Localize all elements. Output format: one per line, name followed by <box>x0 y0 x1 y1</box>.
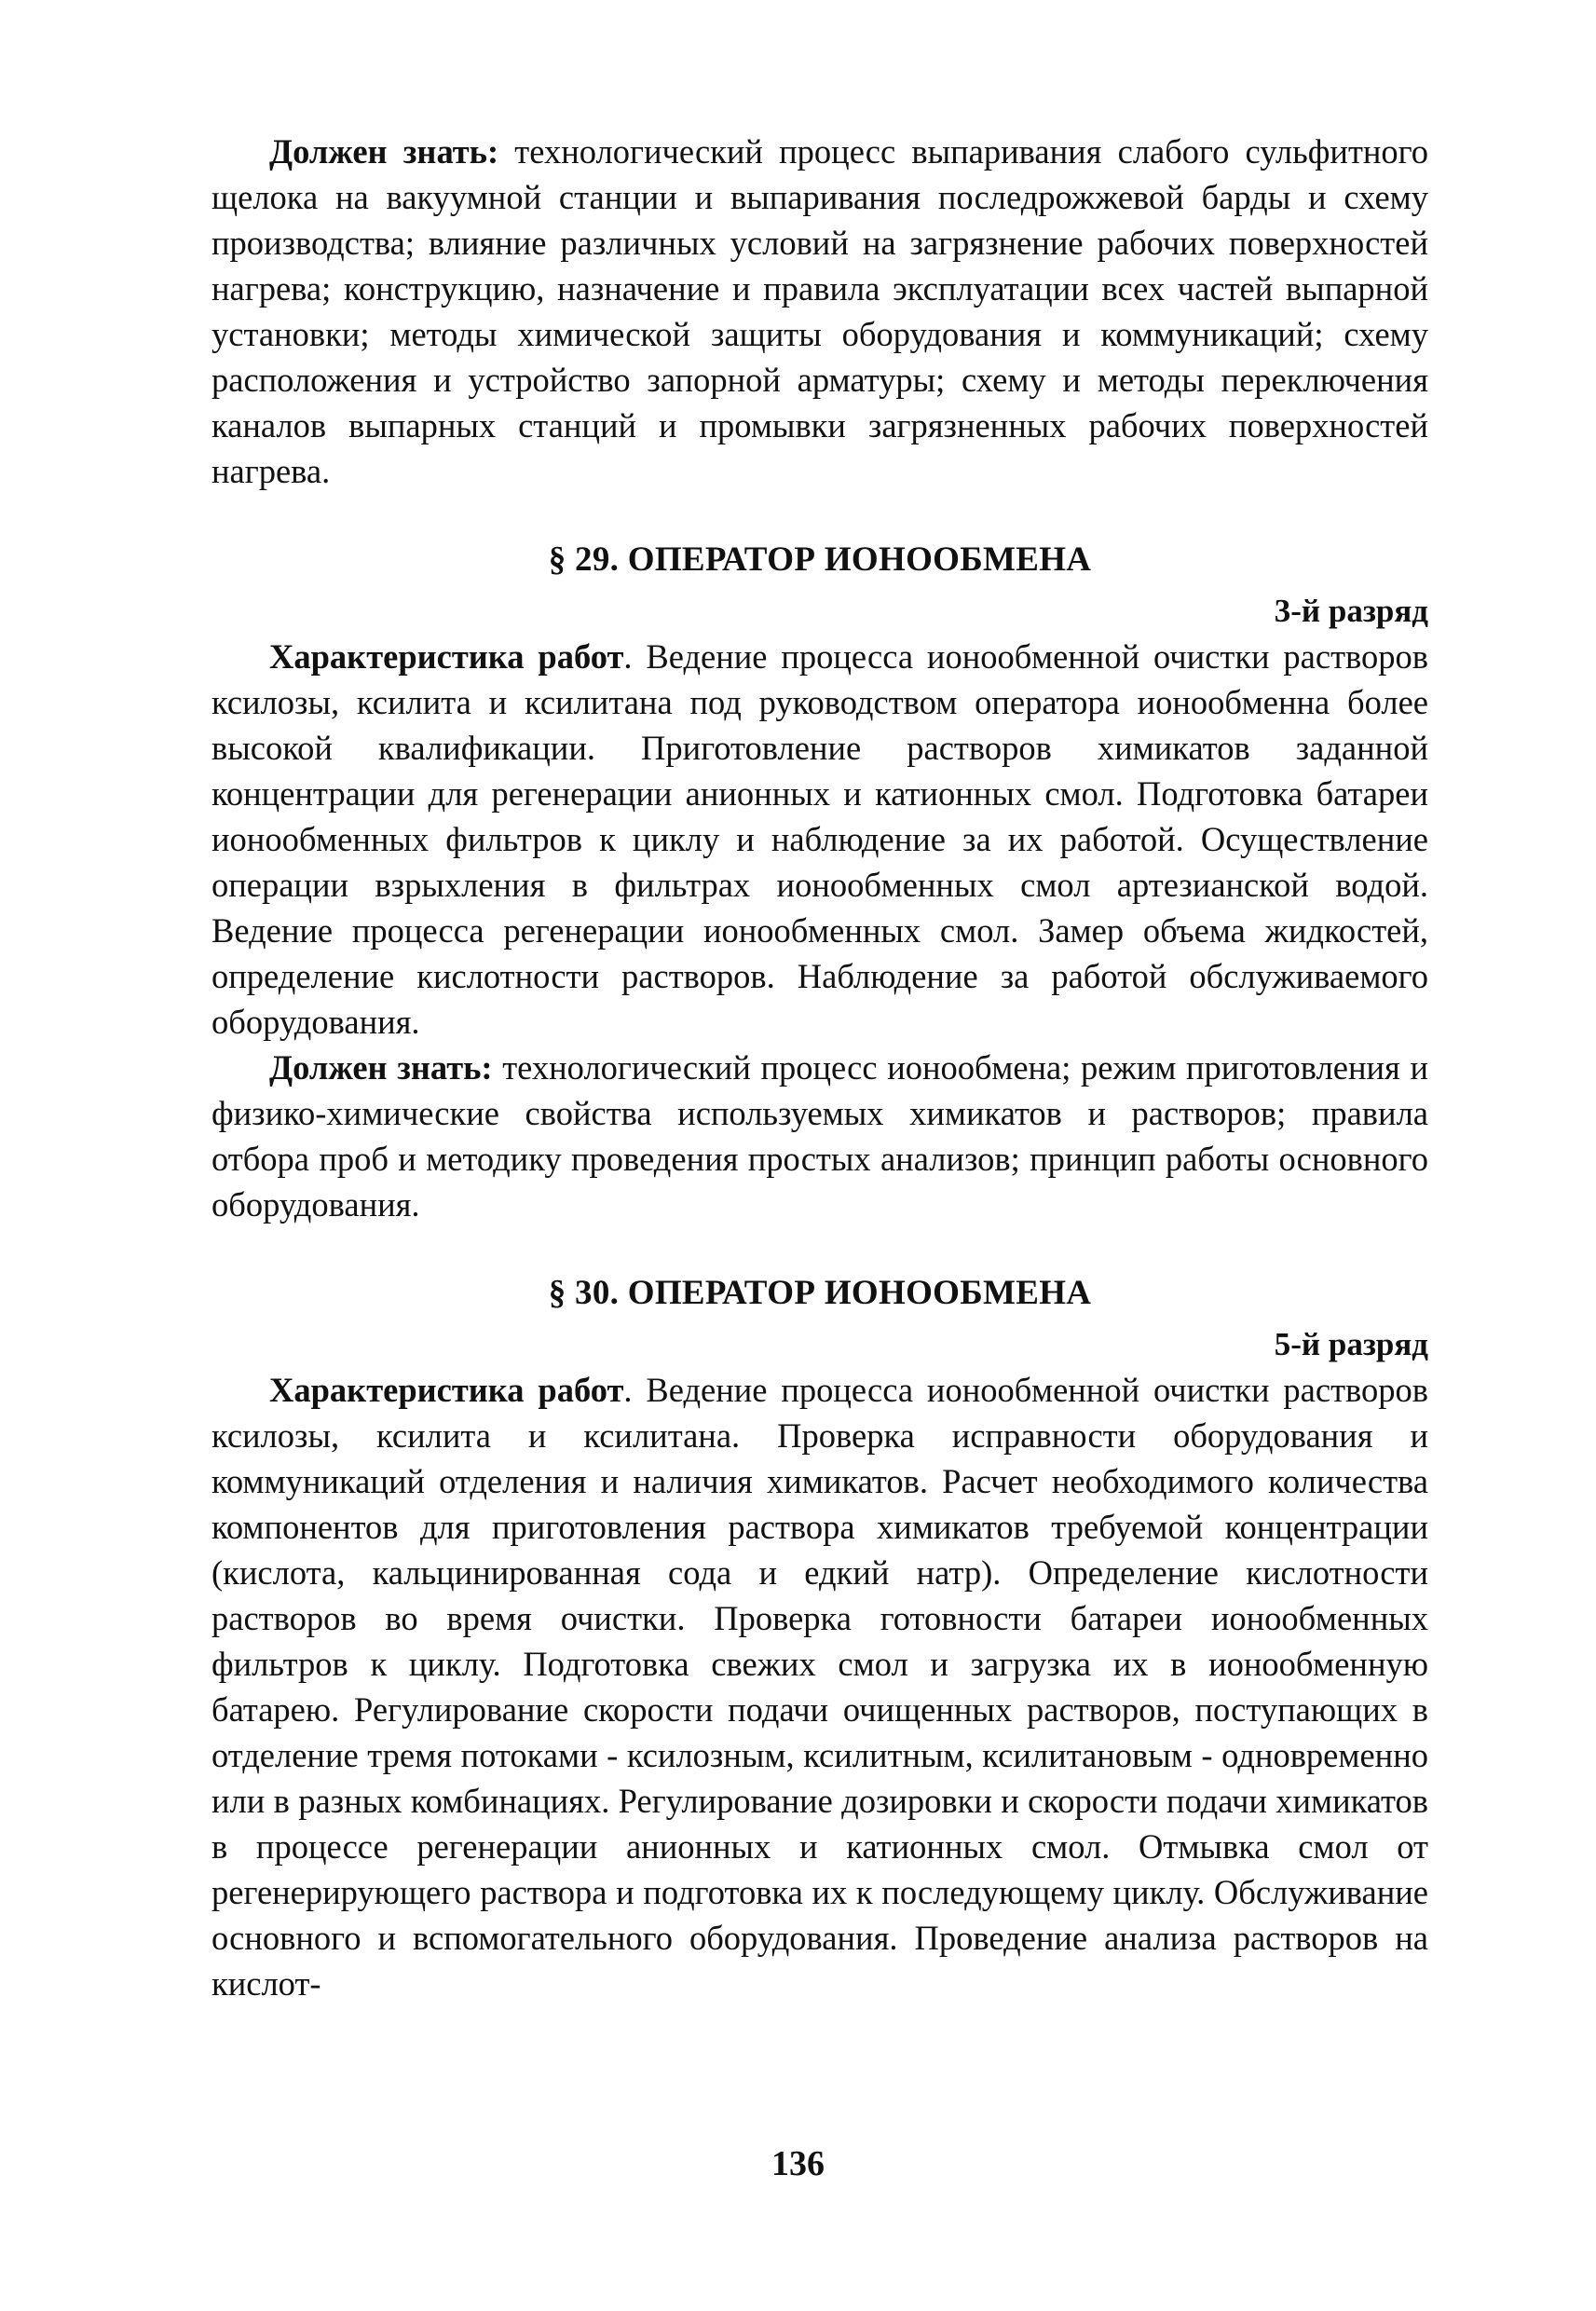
section-29-knowledge-lead: Должен знать: <box>269 1048 493 1087</box>
page-number: 136 <box>771 2144 825 2183</box>
page-content <box>211 129 1428 2006</box>
intro-text: технологический процесс выпаривания слабого сульфитного щелока на вакуумной станции и выпаривания последрожжевой барды и схему производства; влияние различных условий на загрязнение рабочих поверхностей нагрева; конструкцию, назначение и правила эксплуатации всех частей выпарной установки; методы химической защиты оборудования и коммуникаций; схему расположения и устройство запорной арматуры; схему и методы переключения каналов выпарных станций и промывки загрязненных рабочих поверхностей нагрева. <box>211 132 1428 490</box>
section-29-characteristic-text: . Ведение процесса ионообменной очистки растворов ксилозы, ксилита и ксилитана под руководством оператора ионообменна более высокой квалификации. Приготовление растворов химикатов заданной концентрации для регенерации анионных и катионных смол. Подготовка батареи ионообменных фильтров к циклу и наблюдение за их работой. Осуществление операции взрыхления в фильтрах ионообменных смол артезианской водой. Ведение процесса регенерации ионообменных смол. Замер объема жидкостей, определение кислотности растворов. Наблюдение за работой обслуживаемого оборудования. <box>211 637 1429 1041</box>
section-30-grade: 5-й разряд <box>1274 1326 1428 1362</box>
section-29-knowledge <box>211 1045 1428 1227</box>
section-29-knowledge-text: технологический процесс ионообмена; режим приготовления и физико-химические свойства используемых химикатов и растворов; правила отбора проб и методику проведения простых анализов; принцип работы основного оборудования. <box>211 1048 1428 1224</box>
section-30-title: § 30. ОПЕРАТОР ИОНООБМЕНА <box>548 1274 1092 1312</box>
intro-lead: Должен знать: <box>269 132 499 171</box>
section-29-characteristic-lead: Характеристика работ <box>269 637 624 676</box>
intro-paragraph <box>211 129 1428 494</box>
section-29-grade: 3-й разряд <box>1274 593 1428 629</box>
section-30-characteristic-lead: Характеристика работ <box>269 1371 624 1409</box>
section-29-characteristic <box>211 634 1428 1045</box>
section-29-title: § 29. ОПЕРАТОР ИОНООБМЕНА <box>548 540 1092 579</box>
section-30-characteristic-text: . Ведение процесса ионообменной очистки растворов ксилозы, ксилита и ксилитана. Проверка исправности оборудования и коммуникаций отделения и наличия химикатов. Расчет необходимого количества компонентов для приготовления раствора химикатов требуемой концентрации (кислота, кальцинированная сода и едкий натр). Определение кислотности растворов во время очистки. Проверка готовности батареи ионообменных фильтров к циклу. Подготовка свежих смол и загрузка их в ионообменную батарею. Регулирование скорости подачи очищенных растворов, поступающих в отделение тремя потоками - ксилозным, ксилитным, ксилитановым - одновременно или в разных комбинациях. Регулирование дозировки и скорости подачи химикатов в процессе регенерации анионных и катионных смол. Отмывка смол от регенерирующего раствора и подготовка их к последующему циклу. Обслуживание основного и вспомогательного оборудования. Проведение анализа растворов на кислот- <box>211 1371 1429 2003</box>
section-30-characteristic <box>211 1367 1428 2006</box>
